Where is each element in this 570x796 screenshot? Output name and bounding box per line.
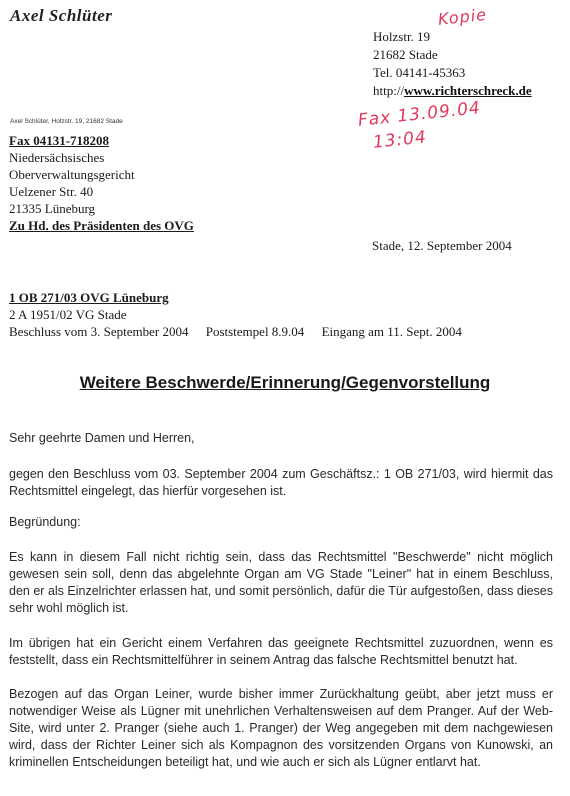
return-address: Axel Schlüter, Holzstr. 19, 21682 Stade: [10, 118, 123, 125]
sender-website-line: [373, 82, 532, 100]
recipient-line: Oberverwaltungsgericht: [9, 167, 135, 182]
recipient-fax: Fax 04131-718208: [9, 133, 110, 148]
sender-street: Holzstr. 19: [373, 29, 431, 44]
decision-date: Beschluss vom 3. September 2004: [9, 324, 189, 339]
paragraph-1: gegen den Beschluss vom 03. September 2004 zum Geschäftsz.: 1 OB 271/03, wird hiermit das Rechtsmittel eingelegt, das hierfür vorgesehen ist.: [9, 467, 553, 498]
postmark: Poststempel 8.9.04: [205, 324, 305, 339]
case-number: 1 OB 271/03 OVG Lüneburg: [9, 290, 169, 305]
handwritten-kopie: Kopie: [437, 4, 488, 29]
sender-address: [373, 28, 532, 100]
sender-phone: Tel. 04141-45363: [373, 65, 466, 80]
paragraph-2: Es kann in diesem Fall nicht richtig sein, dass das Rechtsmittel "Beschwerde" nicht möglich gewesen sein soll, denn das abgelehnte Organ am VG Stade "Leiner" hat in einem Beschluss, den er als Einzelrichter erlassen hat, und somit persönlich, dafür die Tür aufgestoßen, dass dieses sehr wohl möglich ist.: [9, 550, 553, 615]
handwritten-fax-date: Fax 13.09.04: [357, 98, 482, 131]
recipient-line: Niedersächsisches: [9, 150, 105, 165]
sender-city: 21682 Stade: [373, 47, 438, 62]
website-link[interactable]: www.richterschreck.de: [404, 83, 532, 98]
recipient-line: Uelzener Str. 40: [9, 184, 94, 199]
letter-date: Stade, 12. September 2004: [372, 238, 512, 253]
reason-heading: Begründung:: [9, 515, 81, 529]
salutation: Sehr geehrte Damen und Herren,: [9, 431, 195, 445]
sender-name: Axel Schlüter: [10, 6, 113, 25]
recipient-attention: Zu Hd. des Präsidenten des OVG: [9, 218, 194, 233]
reference-row: [9, 323, 462, 340]
paragraph-4: Bezogen auf das Organ Leiner, wurde bisher immer Zurückhaltung geübt, aber jetzt muss er notwendiger Weise als Lügner mit unehrlichen Verhaltensweisen auf dem Pranger. Auf der Web-Site, wird unter 2. Pranger (siehe auch 1. Pranger) der Weg angegeben mit dem nachgewiesen wird, dass der Richter Leiner sich als Kompagnon des vorsitzenden Organs von Kunowski, an kriminellen Entscheidungen beteiligt hat, und wie auch er sich als Lügner entlarvt hat.: [9, 687, 553, 769]
recipient-block: [9, 132, 194, 234]
recipient-line: 21335 Lüneburg: [9, 201, 96, 216]
case-number-secondary: 2 A 1951/02 VG Stade: [9, 307, 127, 322]
paragraph-3: Im übrigen hat ein Gericht einem Verfahren das geeignete Rechtsmittel zuzuordnen, wenn es feststellt, dass ein Rechtsmittelführer in seinem Antrag das falsche Rechtsmittel benutzt hat.: [9, 636, 553, 667]
handwritten-fax-time: 13:04: [372, 127, 428, 153]
letter-title: Weitere Beschwerde/Erinnerung/Gegenvorstellung: [79, 373, 491, 392]
received-date: Eingang am 11. Sept. 2004: [321, 324, 462, 339]
reference-block: [9, 289, 462, 340]
website-prefix: http://: [373, 83, 405, 98]
